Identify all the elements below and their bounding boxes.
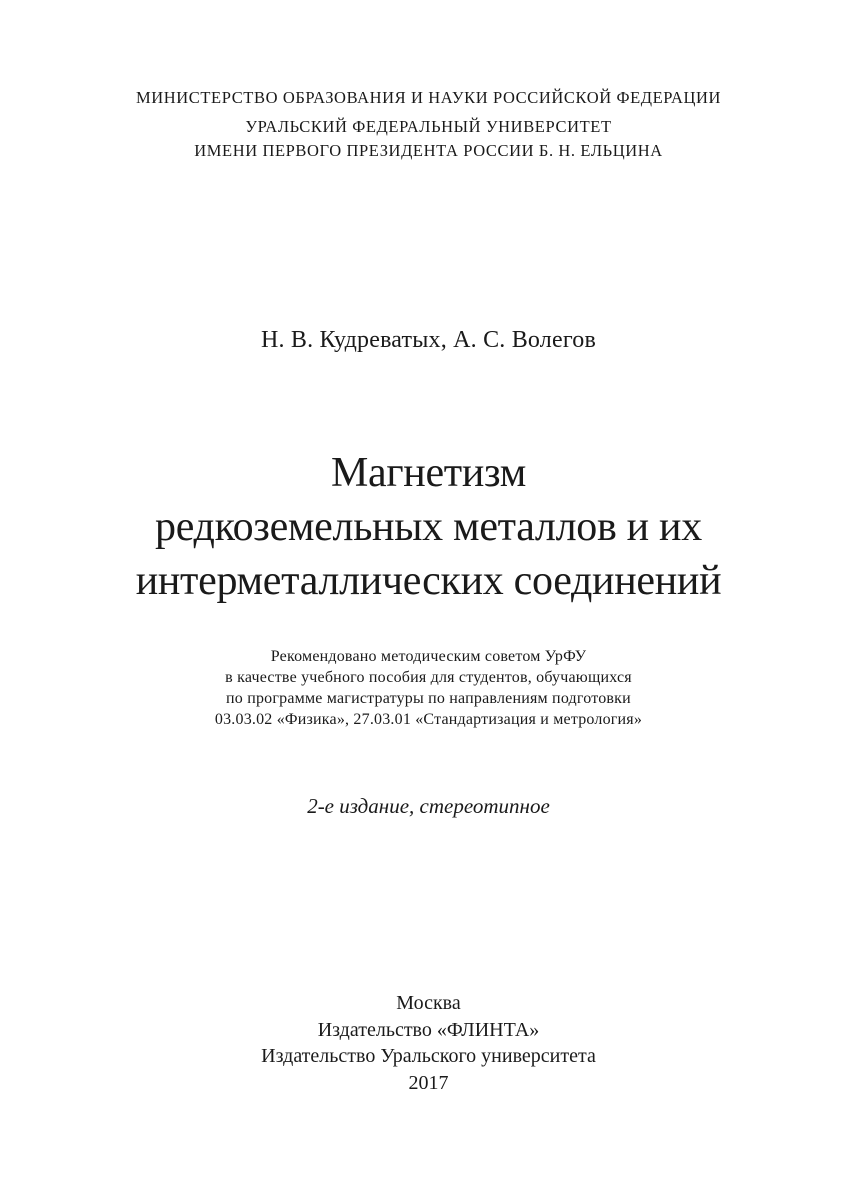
edition xyxy=(0,792,857,820)
authors-text: Н. В. Кудреватых, А. С. Волегов xyxy=(261,327,596,353)
recommendation-line1: Рекомендовано методическим советом УрФУ xyxy=(270,648,587,665)
authors xyxy=(0,324,857,356)
university-name-line1: УРАЛЬСКИЙ ФЕДЕРАЛЬНЫЙ УНИВЕРСИТЕТ xyxy=(245,117,612,136)
book-title-line3: интерметаллических соединений xyxy=(135,558,722,604)
imprint xyxy=(0,990,857,1096)
recommendation-line4: 03.03.02 «Физика», 27.03.01 «Стандартизация и метрология» xyxy=(214,711,643,728)
ministry-name: МИНИСТЕРСТВО ОБРАЗОВАНИЯ И НАУКИ РОССИЙСКОЙ ФЕДЕРАЦИИ xyxy=(135,88,722,107)
recommendation xyxy=(0,646,857,730)
institution-header xyxy=(0,86,857,163)
imprint-publisher2: Издательство Уральского университета xyxy=(261,1045,596,1067)
imprint-city: Москва xyxy=(396,992,461,1014)
recommendation-line3: по программе магистратуры по направлениям подготовки xyxy=(226,690,631,707)
imprint-year: 2017 xyxy=(408,1071,449,1094)
book-title-line1: Магнетизм xyxy=(330,450,527,496)
book-title xyxy=(0,446,857,608)
university-name-line2: ИМЕНИ ПЕРВОГО ПРЕЗИДЕНТА РОССИИ Б. Н. ЕЛЬЦИНА xyxy=(194,141,663,160)
imprint-publisher1: Издательство «ФЛИНТА» xyxy=(317,1018,540,1041)
edition-text: 2-е издание, стереотипное xyxy=(307,794,550,818)
book-title-line2: редкоземельных металлов и их xyxy=(155,504,702,550)
recommendation-line2: в качестве учебного пособия для студентов, обучающихся xyxy=(225,669,632,686)
